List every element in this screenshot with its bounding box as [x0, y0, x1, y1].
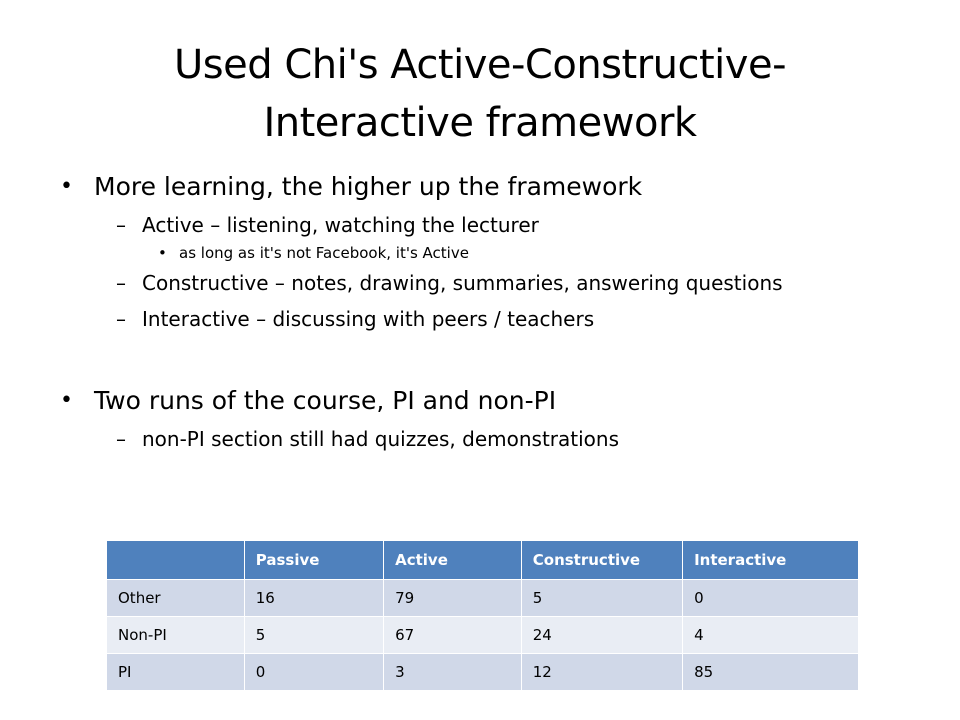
table-cell: 0: [683, 580, 859, 617]
slide-title-line-2: Interactive framework: [263, 100, 697, 146]
sub-bullet-text: Interactive – discussing with peers / teachers: [142, 307, 595, 331]
table-cell: 5: [244, 617, 383, 654]
dash-marker: –: [116, 213, 126, 237]
bullet-text: More learning, the higher up the framework: [94, 172, 643, 201]
table-cell: 12: [521, 654, 682, 691]
bullet-item: [60, 380, 900, 422]
table-cell: 67: [384, 617, 522, 654]
sub-bullet-text: Active – listening, watching the lecturer: [142, 213, 539, 237]
bullet-marker: •: [60, 174, 73, 199]
row-label-cell: Other: [107, 580, 245, 617]
sub-bullet-item: [60, 306, 900, 332]
table-cell: 0: [244, 654, 383, 691]
dash-marker: –: [116, 427, 126, 451]
sub-bullet-text: Constructive – notes, drawing, summaries, answering questions: [142, 271, 783, 295]
column-header: Interactive: [683, 541, 859, 580]
results-table: [106, 540, 859, 691]
dash-marker: –: [116, 307, 126, 331]
sub-bullet-item: [60, 426, 900, 452]
table-cell: 4: [683, 617, 859, 654]
table-cell: 24: [521, 617, 682, 654]
dash-marker: –: [116, 271, 126, 295]
table-header-row: [107, 541, 859, 580]
sub-bullet-item: [60, 212, 900, 238]
column-header: Passive: [244, 541, 383, 580]
slide-title-line-1: Used Chi's Active-Constructive-: [173, 42, 787, 88]
bullet-item: [60, 166, 900, 208]
bullet-text: Two runs of the course, PI and non-PI: [94, 386, 557, 415]
spacer: [60, 332, 900, 380]
bullet-list: [60, 166, 900, 452]
table-cell: 79: [384, 580, 522, 617]
table-cell: 5: [521, 580, 682, 617]
table-cell: 85: [683, 654, 859, 691]
table-row: [107, 617, 859, 654]
column-header: Active: [384, 541, 522, 580]
column-header: Constructive: [521, 541, 682, 580]
table-row: [107, 580, 859, 617]
column-header: [107, 541, 245, 580]
row-label-cell: Non-PI: [107, 617, 245, 654]
bullet-marker: •: [60, 388, 73, 413]
sub-sub-bullet-text: as long as it's not Facebook, it's Active: [179, 244, 469, 262]
bullet-marker: •: [158, 244, 167, 262]
row-label-cell: PI: [107, 654, 245, 691]
sub-sub-bullet-item: [60, 240, 900, 266]
table-cell: 16: [244, 580, 383, 617]
table-cell: 3: [384, 654, 522, 691]
table-row: [107, 654, 859, 691]
sub-bullet-item: [60, 270, 892, 296]
sub-bullet-text: non-PI section still had quizzes, demonstrations: [142, 427, 620, 451]
slide-title: [60, 36, 900, 152]
